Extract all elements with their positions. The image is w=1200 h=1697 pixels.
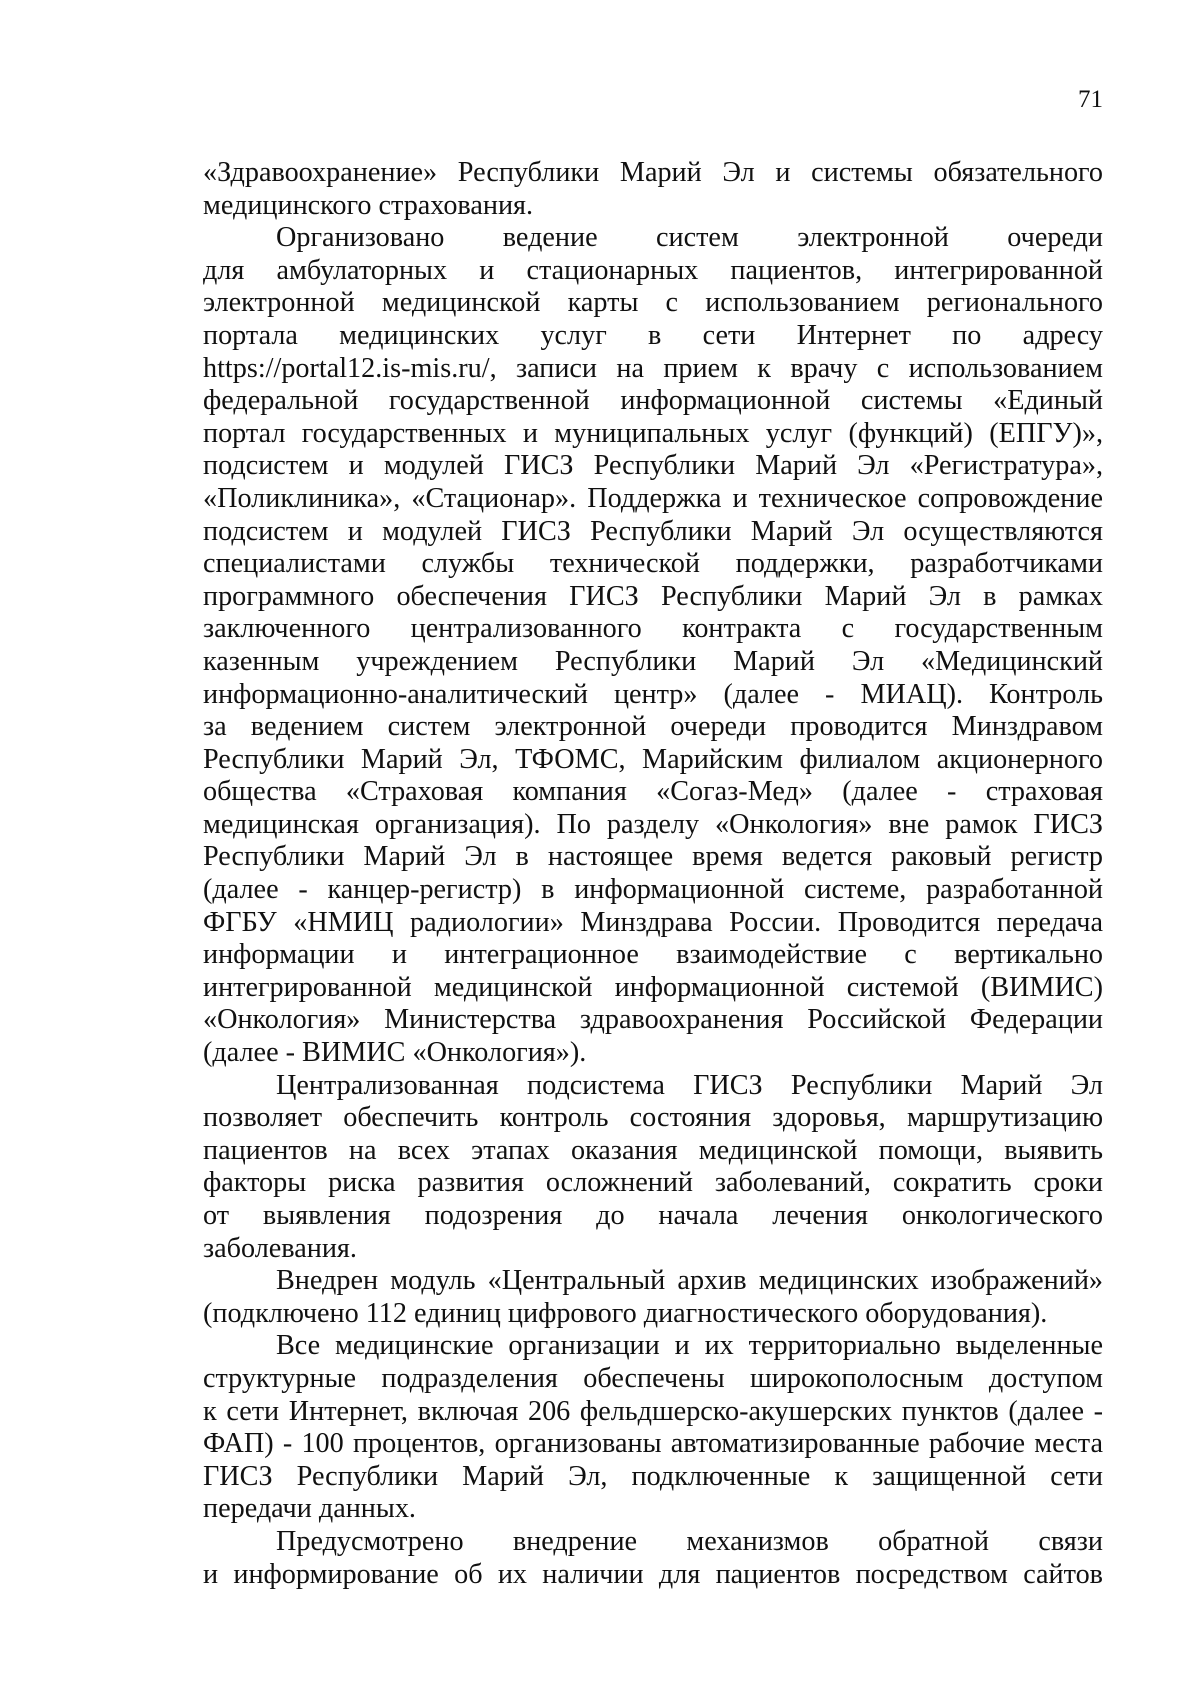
text-line: Предусмотрено внедрение механизмов обратной связи	[276, 1525, 1103, 1557]
text-line: Все медицинские организации и их территориально выделенные	[276, 1330, 1103, 1362]
text-line: электронной медицинской карты с использованием регионального	[203, 287, 1103, 319]
text-line: ГИСЗ Республики Марий Эл, подключенные к защищенной сети	[203, 1460, 1103, 1492]
paragraph	[203, 1330, 1103, 1526]
text-line: ФГБУ «НМИЦ радиологии» Минздрава России. Проводится передача	[203, 906, 1103, 938]
text-line: (подключено 112 единиц цифрового диагностического оборудования).	[203, 1297, 1048, 1329]
text-line: пациентов на всех этапах оказания медицинской помощи, выявить	[203, 1134, 1103, 1166]
text-line: ФАП) - 100 процентов, организованы автоматизированные рабочие места	[203, 1428, 1103, 1460]
page-number: 71	[1078, 86, 1103, 113]
text-line: структурные подразделения обеспечены широкополосным доступом	[203, 1362, 1103, 1394]
text-line: Внедрен модуль «Центральный архив медицинских изображений»	[276, 1265, 1103, 1297]
text-line: специалистами службы технической поддержки, разработчиками	[203, 548, 1103, 580]
text-line: «Онкология» Министерства здравоохранения Российской Федерации	[203, 1004, 1103, 1036]
text-line: портала медицинских услуг в сети Интернет по адресу	[203, 319, 1103, 351]
text-line: факторы риска развития осложнений заболеваний, сократить сроки	[203, 1167, 1103, 1199]
text-line: (далее - канцер-регистр) в информационной системе, разработанной	[203, 874, 1103, 906]
text-line: и информирование об их наличии для пациентов посредством сайтов	[203, 1558, 1103, 1590]
text-line: подсистем и модулей ГИСЗ Республики Марий Эл осуществляются	[203, 515, 1103, 547]
text-line: информационно-аналитический центр» (далее - МИАЦ). Контроль	[203, 678, 1103, 710]
text-line: за ведением систем электронной очереди проводится Минздравом	[203, 711, 1103, 743]
text-line: портал государственных и муниципальных услуг (функций) (ЕПГУ)»,	[203, 417, 1103, 449]
text-line: передачи данных.	[203, 1493, 416, 1525]
text-line: https://portal12.is-mis.ru/, записи на прием к врачу с использованием	[203, 352, 1103, 384]
text-line: заключенного централизованного контракта с государственным	[203, 613, 1103, 645]
text-line: общества «Страховая компания «Согаз-Мед» (далее - страховая	[203, 776, 1103, 808]
paragraph	[203, 222, 1103, 1069]
text-line: Централизованная подсистема ГИСЗ Республики Марий Эл	[276, 1069, 1103, 1101]
document-body	[203, 157, 1103, 1591]
text-line: для амбулаторных и стационарных пациентов, интегрированной	[203, 254, 1103, 286]
text-line: подсистем и модулей ГИСЗ Республики Марий Эл «Регистратура»,	[203, 450, 1103, 482]
paragraph	[203, 1526, 1103, 1591]
text-line: «Здравоохранение» Республики Марий Эл и системы обязательного	[203, 157, 1103, 188]
text-line: к сети Интернет, включая 206 фельдшерско-акушерских пунктов (далее -	[203, 1395, 1103, 1427]
text-line: информации и интеграционное взаимодействие с вертикально	[203, 939, 1103, 971]
text-line: казенным учреждением Республики Марий Эл «Медицинский	[203, 645, 1103, 677]
text-line: медицинская организация). По разделу «Онкология» вне рамок ГИСЗ	[203, 808, 1103, 840]
text-line: программного обеспечения ГИСЗ Республики Марий Эл в рамках	[203, 580, 1103, 612]
paragraph	[203, 157, 1103, 222]
text-line: медицинского страхования.	[203, 189, 534, 221]
text-line: Республики Марий Эл в настоящее время ведется раковый регистр	[203, 841, 1103, 873]
text-line: заболевания.	[203, 1232, 357, 1264]
paragraph	[203, 1265, 1103, 1330]
text-line: позволяет обеспечить контроль состояния здоровья, маршрутизацию	[203, 1102, 1103, 1134]
text-line: Республики Марий Эл, ТФОМС, Марийским филиалом акционерного	[203, 743, 1103, 775]
text-line: интегрированной медицинской информационной системой (ВИМИС)	[203, 971, 1103, 1003]
text-line: Организовано ведение систем электронной очереди	[276, 222, 1103, 254]
text-line: (далее - ВИМИС «Онкология»).	[203, 1037, 587, 1069]
text-line: федеральной государственной информационной системы «Единый	[203, 385, 1103, 417]
paragraph	[203, 1070, 1103, 1266]
text-line: «Поликлиника», «Стационар». Поддержка и техническое сопровождение	[203, 482, 1103, 514]
text-line: от выявления подозрения до начала лечения онкологического	[203, 1200, 1103, 1231]
